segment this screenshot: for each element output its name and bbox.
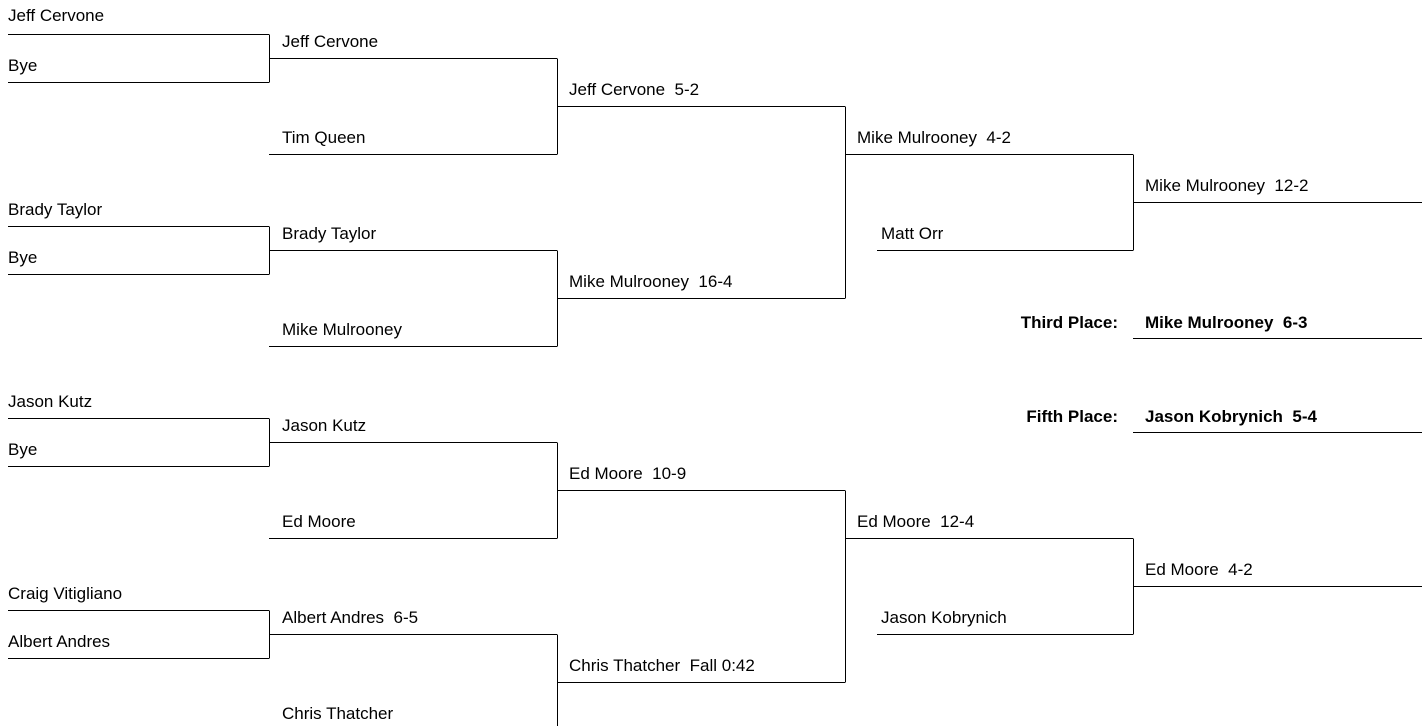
round2-slot: Brady Taylor [282, 224, 377, 243]
round1-slot: Jason Kutz [8, 392, 93, 411]
round2-slot: Mike Mulrooney [282, 320, 402, 339]
fifth-place-title: Fifth Place: [1026, 407, 1118, 426]
round1-slot: Craig Vitigliano [8, 584, 123, 603]
round2-slot: Chris Thatcher [282, 704, 394, 723]
round2-slot: Jason Kutz [282, 416, 367, 435]
round2-slot: Jeff Cervone [282, 32, 379, 51]
round1-slot: Jeff Cervone [8, 6, 105, 25]
round1-slot: Albert Andres [8, 632, 111, 651]
round3-slot: Chris Thatcher Fall 0:42 [569, 656, 755, 675]
third-place-title: Third Place: [1020, 313, 1118, 332]
final-slot: Mike Mulrooney 12-2 [1145, 176, 1309, 195]
round2-slot: Ed Moore [282, 512, 356, 531]
round2-slot: Tim Queen [282, 128, 366, 147]
round4-slot: Mike Mulrooney 4-2 [857, 128, 1012, 147]
round3-slot: Mike Mulrooney 16-4 [569, 272, 733, 291]
round1-slot: Bye [8, 440, 38, 459]
round3-slot: Ed Moore 10-9 [569, 464, 687, 483]
third-place-result: Mike Mulrooney 6-3 [1145, 313, 1308, 332]
round1-slot: Bye [8, 56, 38, 75]
round4-slot: Ed Moore 12-4 [857, 512, 975, 531]
round4-slot: Matt Orr [881, 224, 944, 243]
round1-slot: Brady Taylor [8, 200, 103, 219]
final-slot: Ed Moore 4-2 [1145, 560, 1253, 579]
round4-slot: Jason Kobrynich [881, 608, 1007, 627]
round2-slot: Albert Andres 6-5 [282, 608, 419, 627]
fifth-place-result: Jason Kobrynich 5-4 [1145, 407, 1317, 426]
round3-slot: Jeff Cervone 5-2 [569, 80, 700, 99]
round1-slot: Bye [8, 248, 38, 267]
